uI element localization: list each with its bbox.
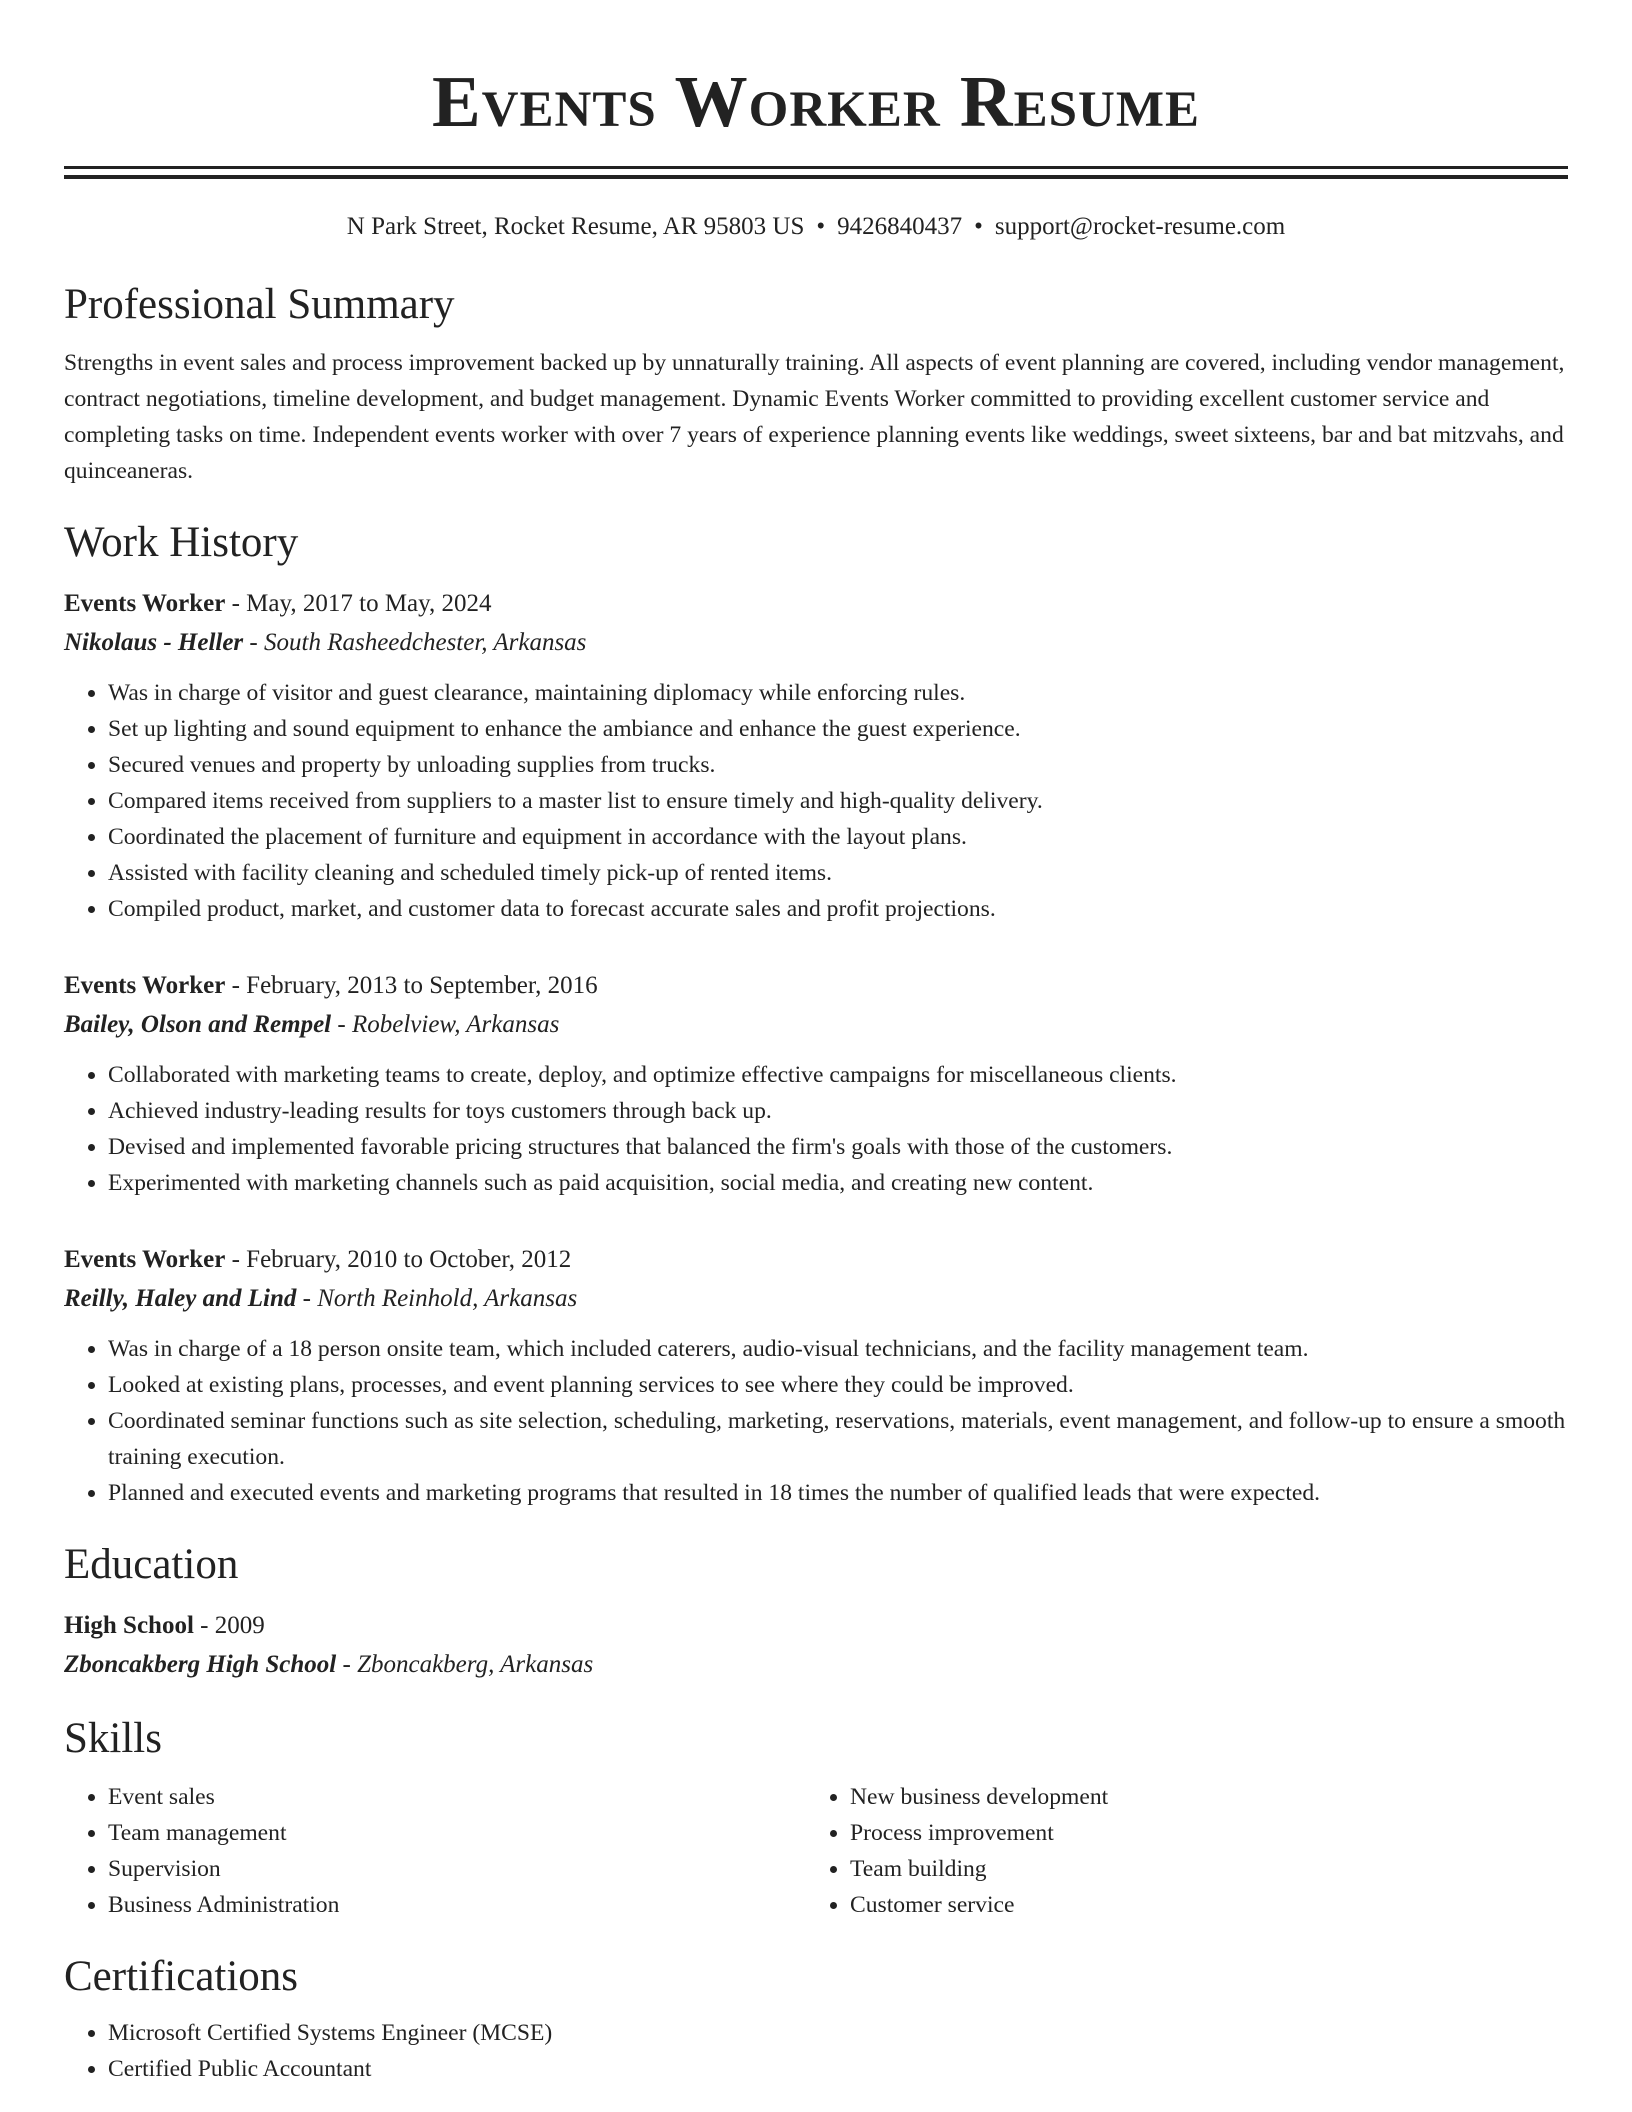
certifications-heading: Certifications (64, 1953, 299, 2000)
job-role: Events Worker (64, 972, 226, 999)
education-location: - Zboncakberg, Arkansas (336, 1651, 594, 1678)
job-title-line (64, 967, 1568, 1005)
education-entry (64, 1607, 1568, 1685)
job-title-line (64, 585, 1568, 623)
list-item: • Compared items received from suppliers to a master list to ensure timely and high-quality delivery. (108, 783, 1568, 819)
skills-heading: Skills (64, 1715, 162, 1762)
work-history-heading: Work History (64, 519, 299, 566)
resume-page (64, 0, 1568, 2087)
contact-separator: • (974, 213, 983, 240)
job-bullets (64, 1331, 1568, 1511)
job-employer-line (64, 1005, 1568, 1045)
job-dates: - February, 2010 to October, 2012 (225, 1246, 572, 1273)
job-entry (64, 585, 1568, 927)
certification-item: • Certified Public Accountant (108, 2051, 1568, 2087)
job-employer-line (64, 1279, 1568, 1319)
skills-column-right (806, 1779, 1548, 1923)
education-school: Zboncakberg High School (64, 1651, 337, 1678)
summary-heading: Professional Summary (64, 281, 455, 328)
job-role: Events Worker (64, 1246, 226, 1273)
education-year: - 2009 (193, 1612, 265, 1639)
contact-address: N Park Street, Rocket Resume, AR 95803 US (346, 213, 805, 240)
list-item: • Assisted with facility cleaning and scheduled timely pick-up of rented items. (108, 855, 1568, 891)
job-entry (64, 967, 1568, 1201)
certifications-list (64, 2015, 1568, 2087)
education-degree-line (64, 1607, 1568, 1645)
skill-item: • Process improvement (850, 1815, 1548, 1851)
job-employer: Reilly, Haley and Lind (64, 1285, 297, 1312)
skill-item: • Team management (108, 1815, 806, 1851)
skills-grid (64, 1779, 1568, 1923)
title-divider (64, 166, 1568, 179)
skill-item: • Team building (850, 1851, 1548, 1887)
list-item: • Experimented with marketing channels such as paid acquisition, social media, and creating new content. (108, 1165, 1568, 1201)
list-item: • Compiled product, market, and customer data to forecast accurate sales and profit projections. (108, 891, 1568, 927)
summary-text: Strengths in event sales and process improvement backed up by unnaturally training. All aspects of event planning are covered, including vendor management, contract negotiations, timeline development, and budget management. Dynamic Events Worker committed to providing excellent customer service and completing tasks on time. Independent events worker with over 7 years of experience planning events like weddings, sweet sixteens, bar and bat mitzvahs, and quinceaneras. (64, 350, 1565, 484)
skill-item: • New business development (850, 1779, 1548, 1815)
job-employer: Bailey, Olson and Rempel (64, 1011, 332, 1038)
education-heading: Education (64, 1541, 239, 1588)
list-item: • Coordinated seminar functions such as site selection, scheduling, marketing, reservations, materials, event management, and follow-up to ensure a smooth training execution. (108, 1403, 1568, 1475)
job-dates: - May, 2017 to May, 2024 (225, 590, 492, 617)
job-location: - North Reinhold, Arkansas (296, 1285, 578, 1312)
list-item: • Secured venues and property by unloading supplies from trucks. (108, 747, 1568, 783)
list-item: • Coordinated the placement of furniture and equipment in accordance with the layout plans. (108, 819, 1568, 855)
job-bullets (64, 1057, 1568, 1201)
resume-title: Events Worker Resume (431, 61, 1201, 142)
education-school-line (64, 1645, 1568, 1685)
contact-email: support@rocket-resume.com (994, 213, 1286, 240)
job-employer-line (64, 623, 1568, 663)
list-item: • Was in charge of visitor and guest clearance, maintaining diplomacy while enforcing rules. (108, 675, 1568, 711)
list-item: • Set up lighting and sound equipment to enhance the ambiance and enhance the guest experience. (108, 711, 1568, 747)
job-bullets (64, 675, 1568, 927)
list-item: • Planned and executed events and marketing programs that resulted in 18 times the number of qualified leads that were expected. (108, 1475, 1568, 1511)
certification-item: • Microsoft Certified Systems Engineer (MCSE) (108, 2015, 1568, 2051)
education-degree: High School (64, 1612, 194, 1639)
job-entry (64, 1241, 1568, 1511)
list-item: • Achieved industry-leading results for toys customers through back up. (108, 1093, 1568, 1129)
job-employer: Nikolaus - Heller (64, 629, 244, 656)
skill-item: • Business Administration (108, 1887, 806, 1923)
skill-item: • Customer service (850, 1887, 1548, 1923)
contact-line (64, 211, 1568, 243)
skills-column-left (64, 1779, 806, 1923)
job-location: - South Rasheedchester, Arkansas (243, 629, 587, 656)
contact-phone: 9426840437 (837, 213, 963, 240)
skill-item: • Supervision (108, 1851, 806, 1887)
skill-item: • Event sales (108, 1779, 806, 1815)
list-item: • Was in charge of a 18 person onsite team, which included caterers, audio-visual technicians, and the facility management team. (108, 1331, 1568, 1367)
job-title-line (64, 1241, 1568, 1279)
list-item: • Devised and implemented favorable pricing structures that balanced the firm's goals with those of the customers. (108, 1129, 1568, 1165)
list-item: • Looked at existing plans, processes, and event planning services to see where they could be improved. (108, 1367, 1568, 1403)
job-dates: - February, 2013 to September, 2016 (225, 972, 598, 999)
job-role: Events Worker (64, 590, 226, 617)
job-location: - Robelview, Arkansas (331, 1011, 560, 1038)
contact-separator: • (816, 213, 826, 240)
list-item: • Collaborated with marketing teams to create, deploy, and optimize effective campaigns for miscellaneous clients. (108, 1057, 1568, 1093)
